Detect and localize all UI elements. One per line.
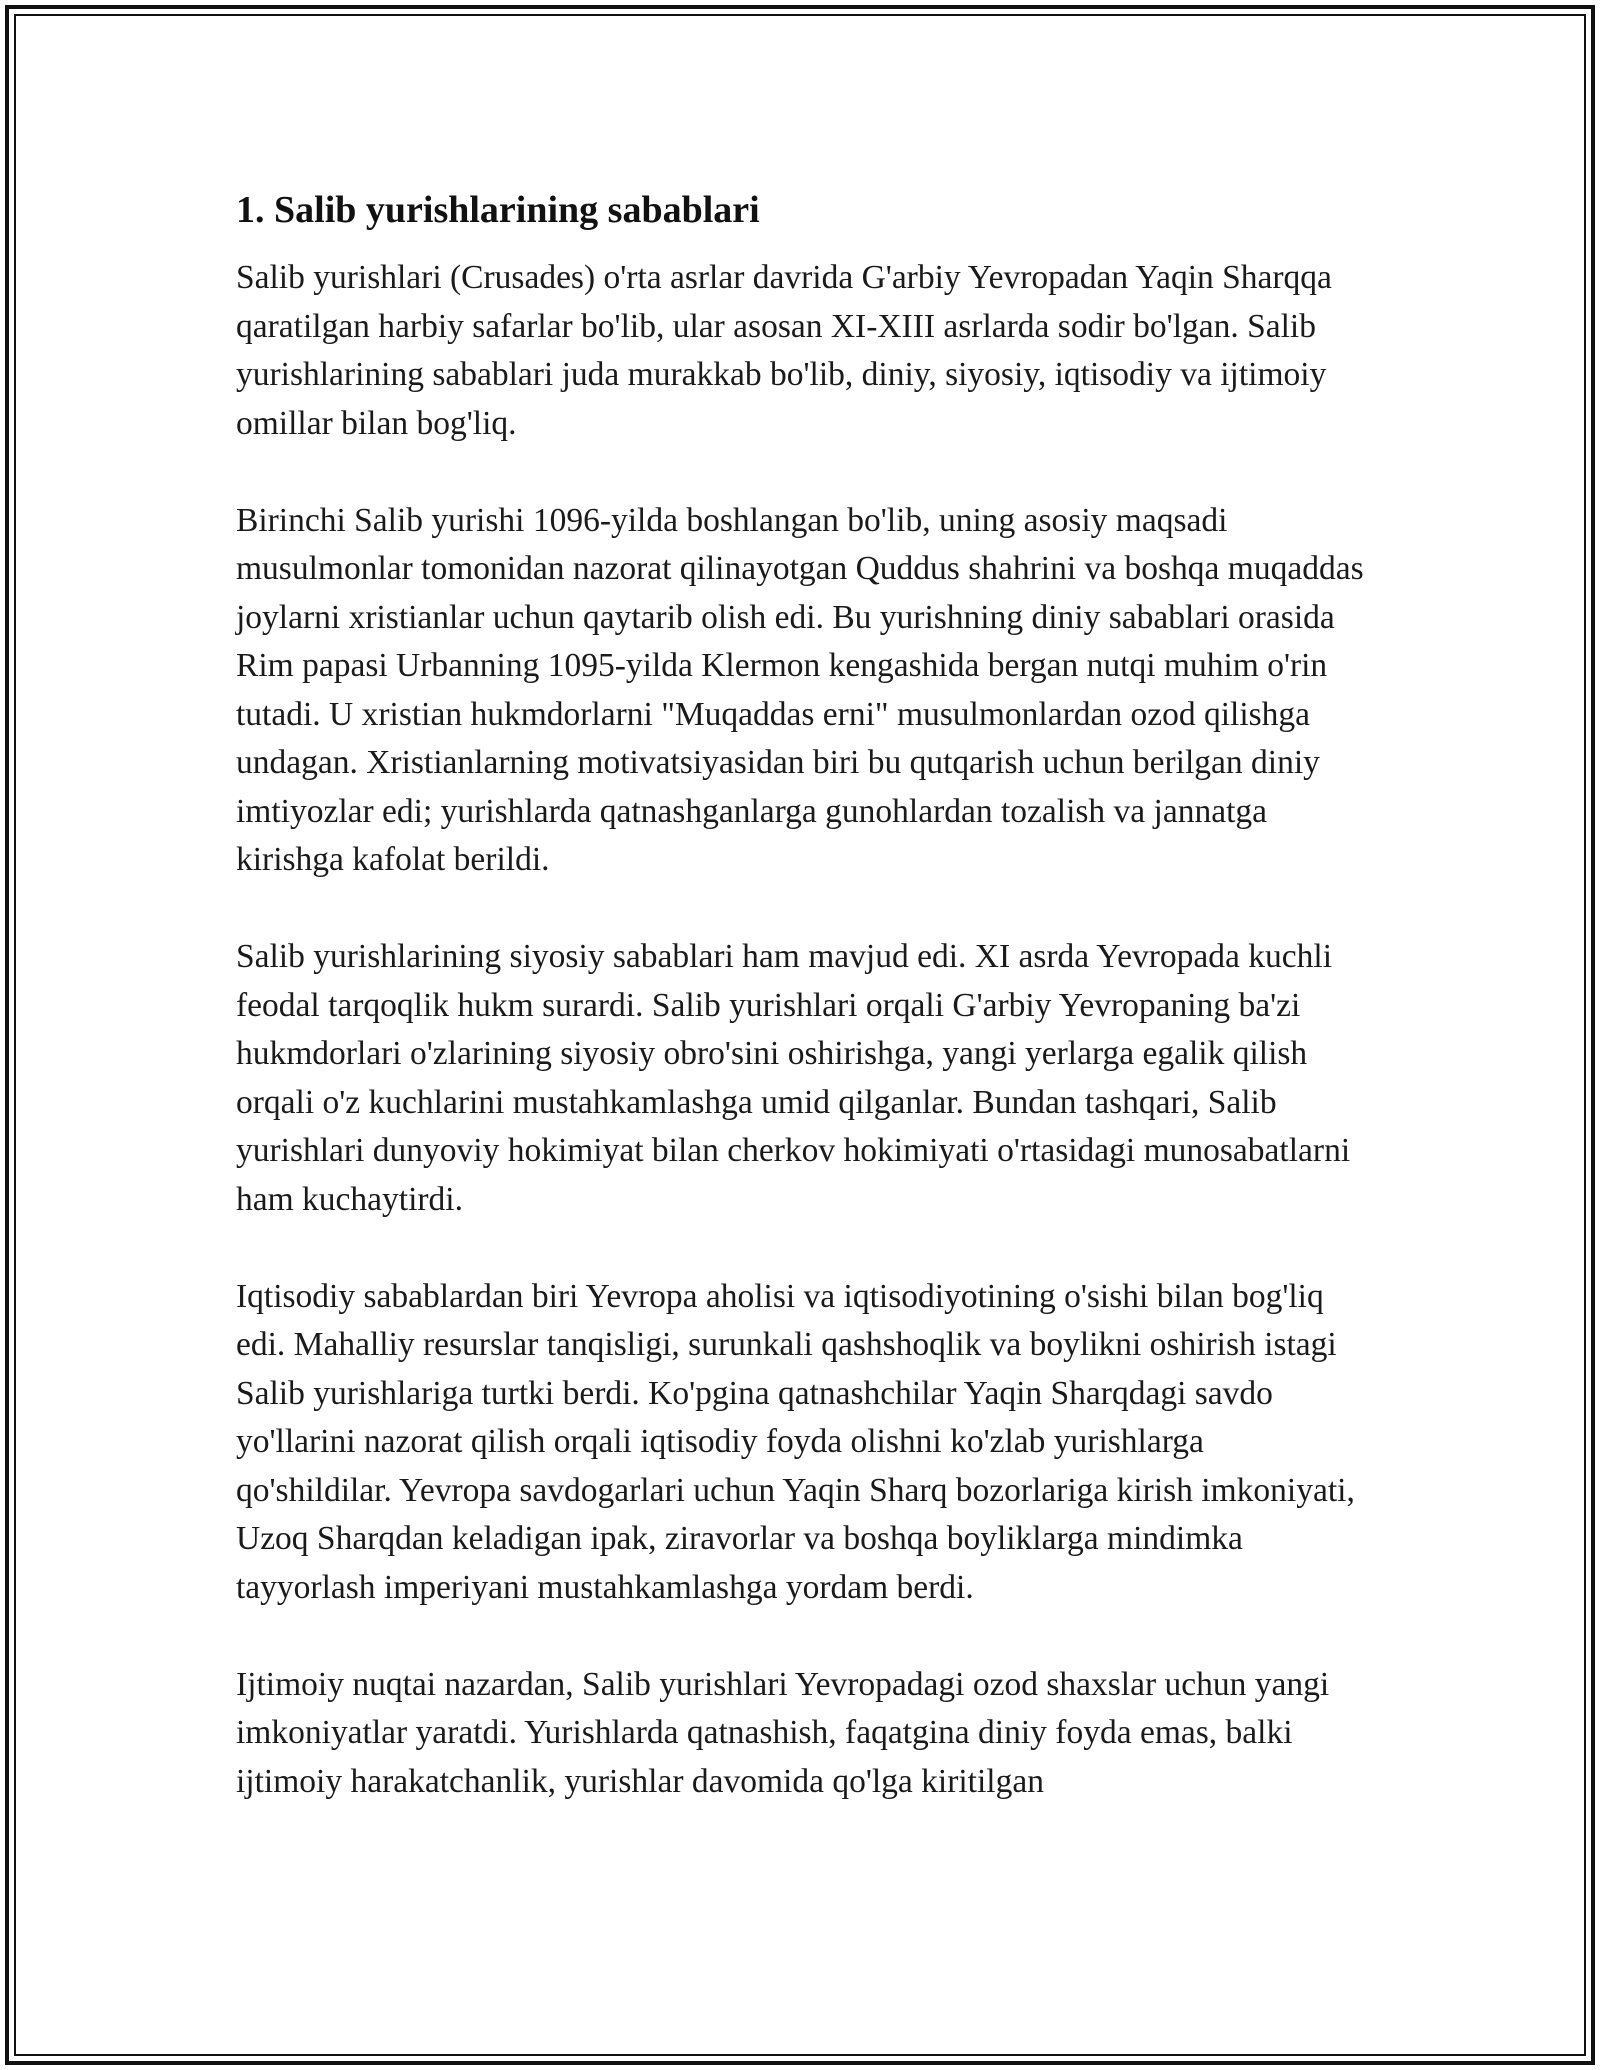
paragraph-religious-causes: Birinchi Salib yurishi 1096-yilda boshlangan bo'lib, uning asosiy maqsadi musulmonlar tomonidan nazorat qilinayotgan Quddus shahrini va boshqa muqaddas joylarni xristianlar uchun qaytarib olish edi. Bu yurishning diniy sabablari orasida Rim papasi Urbanning 1095-yilda Klermon kengashida bergan nutqi muhim o'rin tutadi. U xristian hukmdorlarni "Muqaddas erni" musulmonlardan ozod qilishga undagan. Xristianlarning motivatsiyasidan biri bu qutqarish uchun berilgan diniy imtiyozlar edi; yurishlarda qatnashganlarga gunohlardan tozalish va jannatga kirishga kafolat berildi. — [236, 501, 1364, 878]
paragraph-political-causes: Salib yurishlarining siyosiy sabablari ham mavjud edi. XI asrda Yevropada kuchli feodal tarqoqlik hukm surardi. Salib yurishlari orqali G'arbiy Yevropaning ba'zi hukmdorlari o'zlarining siyosiy obro'sini oshirishga, yangi yerlarga egalik qilish orqali o'z kuchlarini mustahkamlashga umid qilganlar. Bundan tashqari, Salib yurishlari dunyoviy hokimiyat bilan cherkov hokimiyati o'rtasidagi munosabatlarni ham kuchaytirdi. — [236, 938, 1351, 1218]
paragraph-social-causes: Ijtimoiy nuqtai nazardan, Salib yurishlari Yevropadagi ozod shaxslar uchun yangi imkoniyatlar yaratdi. Yurishlarda qatnashish, faqatgina diniy foyda emas, balki ijtimoiy harakatchanlik, yurishlar davomida qo'lga kiritilgan — [236, 1665, 1330, 1800]
section-heading: 1. Salib yurishlarining sabablari — [236, 189, 760, 231]
document-body — [236, 186, 1366, 1806]
paragraph-intro: Salib yurishlari (Crusades) o'rta asrlar davrida G'arbiy Yevropadan Yaqin Sharqqa qaratilgan harbiy safarlar bo'lib, ular asosan XI-XIII asrlarda sodir bo'lgan. Salib yurishlarining sabablari juda murakkab bo'lib, diniy, siyosiy, iqtisodiy va ijtimoiy omillar bilan bog'liq. — [236, 259, 1332, 442]
paragraph-economic-causes: Iqtisodiy sabablardan biri Yevropa aholisi va iqtisodiyotining o'sishi bilan bog'liq edi. Mahalliy resurslar tanqisligi, surunkali qashshoqlik va boylikni oshirish istagi Salib yurishlariga turtki berdi. Ko'pgina qatnashchilar Yaqin Sharqdagi savdo yo'llarini nazorat qilish orqali iqtisodiy foyda olishni ko'zlab yurishlarga qo'shildilar. Yevropa savdogarlari uchun Yaqin Sharq bozorlariga kirish imkoniyati, Uzoq Sharqdan keladigan ipak, ziravorlar va boshqa boyliklarga mindimka tayyorlash imperiyani mustahkamlashga yordam berdi. — [236, 1277, 1355, 1606]
